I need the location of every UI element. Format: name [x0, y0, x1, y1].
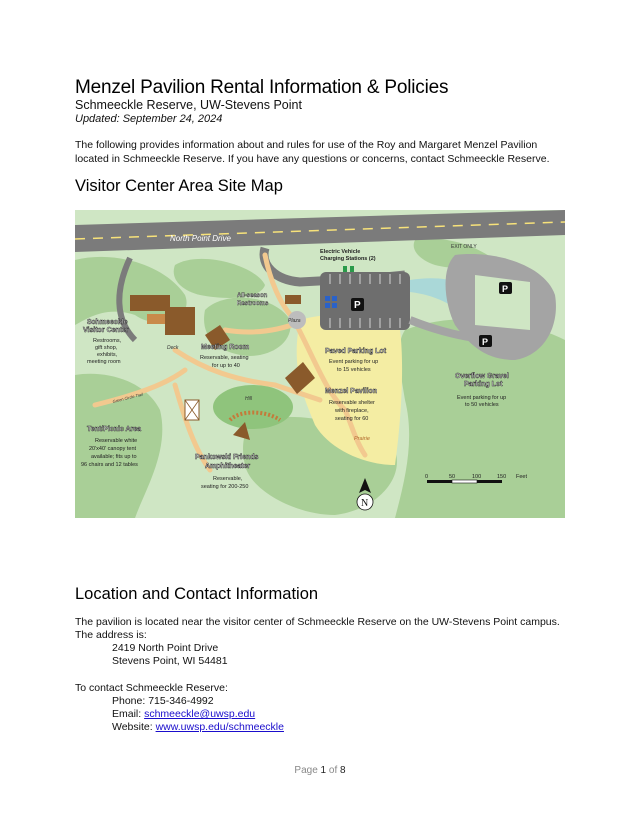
- overflow-desc-1: Event parking for up: [457, 395, 507, 401]
- site-map-heading: Visitor Center Area Site Map: [75, 177, 283, 195]
- ev-label: Electric Vehicle: [320, 249, 361, 255]
- restrooms-label-2: Restrooms: [237, 301, 269, 307]
- parking-symbol: P: [354, 300, 361, 311]
- document-title: Menzel Pavilion Rental Information & Policies: [75, 77, 449, 98]
- road-label: North Point Drive: [170, 234, 231, 243]
- scale-label-0: 0: [425, 474, 429, 480]
- website-label: Website:: [112, 721, 156, 733]
- site-map: [75, 210, 565, 518]
- prairie-label: Prairie: [354, 436, 370, 442]
- paved-desc-2: to 15 vehicles: [337, 367, 371, 373]
- menzel-desc-1: Reservable shelter: [329, 400, 375, 406]
- contact-email-line: [75, 708, 570, 721]
- email-link[interactable]: schmeeckle@uwsp.edu: [144, 708, 256, 720]
- restrooms-label: All-season: [237, 293, 268, 299]
- menzel-pavilion-label: Menzel Pavilion: [325, 388, 378, 395]
- vc-desc-4: meeting room: [87, 359, 121, 365]
- visitor-center-building: [165, 307, 195, 335]
- scale-label-100: 100: [472, 474, 482, 480]
- exit-only-label: EXIT ONLY: [451, 244, 477, 250]
- location-text: The pavilion is located near the visitor center of Schmeeckle Reserve on the UW-Stevens Point campus. The address is:: [75, 616, 560, 641]
- page-footer: [0, 765, 640, 776]
- overflow-desc-2: to 50 vehicles: [465, 402, 499, 408]
- contact-intro: To contact Schmeeckle Reserve:: [75, 682, 228, 694]
- north-label: N: [361, 498, 369, 509]
- vc-desc-2: gift shop,: [95, 345, 118, 351]
- overflow-lot-label: Overflow Gravel: [455, 373, 509, 380]
- meeting-room-label: Meeting Room: [201, 344, 250, 351]
- contact-block: [75, 682, 570, 734]
- location-paragraph: [75, 616, 570, 668]
- amph-desc-1: Reservable,: [213, 476, 243, 482]
- parking-symbol: P: [502, 284, 509, 294]
- address-line-1: 2419 North Point Drive: [112, 642, 219, 654]
- vc-desc-1: Restrooms,: [93, 338, 122, 344]
- amphitheater-hill: [213, 385, 293, 429]
- tent-desc-2: 20'x40' canopy tent: [89, 446, 137, 452]
- hill-label: Hill: [245, 396, 252, 402]
- contact-website-line: [75, 721, 570, 734]
- footer-page-total: 8: [340, 765, 346, 776]
- menzel-desc-2: with fireplace,: [335, 408, 369, 414]
- meeting-desc-1: Reservable, seating: [200, 355, 249, 361]
- tent-desc-3: available; fits up to: [91, 454, 137, 460]
- ev-sub-label: Charging Stations (2): [320, 256, 376, 262]
- trail-label: Green Circle Trail: [112, 391, 144, 404]
- paved-desc-1: Event parking for up: [329, 359, 379, 365]
- scale-label-150: 150: [497, 474, 507, 480]
- intro-paragraph: The following provides information about and rules for use of the Roy and Margaret Menzel Pavilion located in Schmeeckle Reserve. If you have any questions or concerns, contact Schmeeckle Reserve.: [75, 139, 550, 165]
- tent-desc-4: 96 chairs and 12 tables: [81, 462, 138, 468]
- email-label: Email:: [112, 708, 145, 720]
- meeting-desc-2: for up to 40: [212, 363, 240, 369]
- website-link[interactable]: www.uwsp.edu/schmeeckle: [155, 721, 284, 733]
- scale-label-50: 50: [449, 474, 456, 480]
- vc-desc-3: exhibits,: [97, 352, 118, 358]
- amphitheater-label: Pankowski Friends: [195, 454, 259, 461]
- paved-lot-label: Paved Parking Lot: [325, 348, 387, 355]
- visitor-center-label-2: Visitor Center: [83, 327, 129, 334]
- footer-of-word: of: [326, 765, 341, 776]
- scale-unit: Feet: [516, 474, 528, 480]
- amph-desc-2: seating for 200-250: [201, 484, 249, 490]
- location-heading: Location and Contact Information: [75, 585, 319, 603]
- contact-phone: Phone: 715-346-4992: [112, 695, 214, 707]
- restrooms-building: [285, 295, 301, 304]
- menzel-desc-3: seating for 60: [335, 416, 369, 422]
- amphitheater-label-2: Amphitheater: [205, 463, 251, 470]
- footer-page-word: Page: [294, 765, 321, 776]
- visitor-center-building: [130, 295, 170, 311]
- updated-date: Updated: September 24, 2024: [75, 113, 223, 125]
- tent-desc-1: Reservable white: [95, 438, 138, 444]
- footer-page-number: 1: [320, 765, 327, 776]
- address-line-2: Stevens Point, WI 54481: [112, 655, 228, 667]
- visitor-center-deck: [147, 314, 165, 324]
- visitor-center-label: Schmeeckle: [87, 319, 128, 326]
- overflow-lot-label-2: Parking Lot: [464, 381, 503, 388]
- deck-label: Deck: [167, 345, 179, 351]
- plaza-label: Plaza: [288, 318, 301, 324]
- tent-area-label: Tent/Picnic Area: [87, 426, 142, 433]
- document-subtitle: Schmeeckle Reserve, UW-Stevens Point: [75, 98, 302, 112]
- parking-symbol: P: [482, 337, 489, 347]
